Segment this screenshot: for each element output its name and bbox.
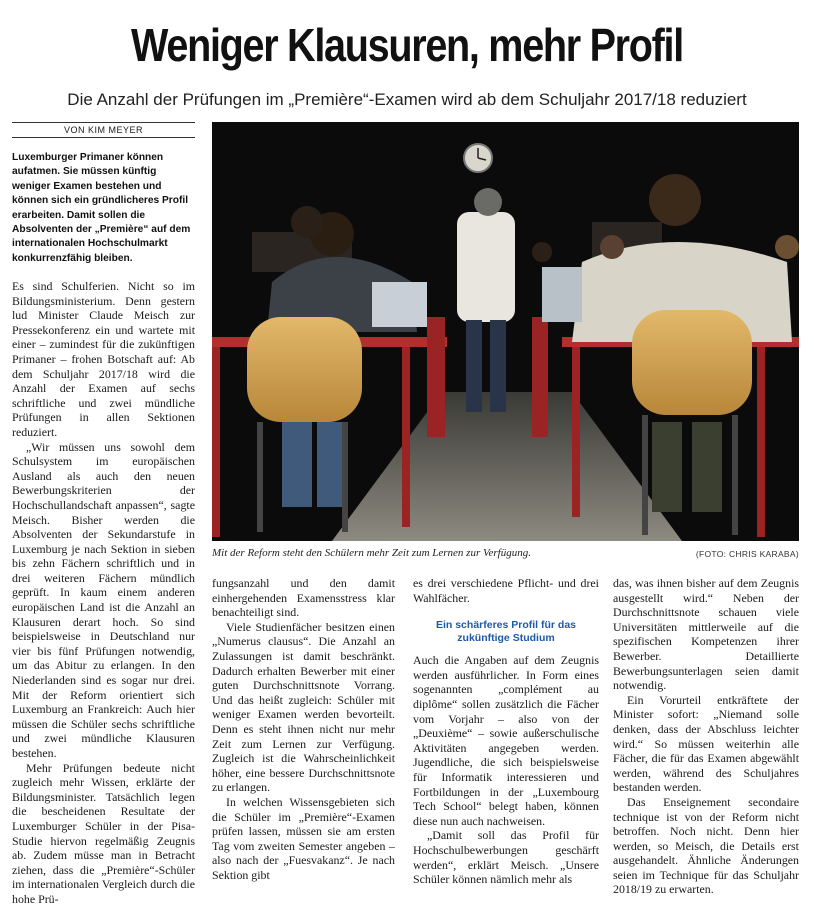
paragraph: Auch die Angaben auf dem Zeugnis werden ausführlicher. In Form eines sogenannten „complément au diplôme“ sollen zusätzlich die Fächer vom Vorjahr – also von der „Deuxième“ – sowie außerschulische Aktivitäten angegeben werden. Jugendliche, die sich beispielsweise für Informatik interessieren und Fortbildungen in der „Luxembourg Tech School“ belegt haben, können diese nun auch nachweisen. — [413, 653, 599, 828]
byline: VON KIM MEYER — [12, 122, 195, 138]
article-column-3 — [413, 576, 599, 887]
article-subheadline: Die Anzahl der Prüfungen im „Première“-Examen wird ab dem Schuljahr 2017/18 reduziert — [67, 90, 747, 109]
section-subhead: Ein schärferes Profil für das zukünftige Studium — [435, 619, 577, 645]
article-lead: Luxemburger Primaner können aufatmen. Sie müssen künftig weniger Examen bestehen und können sich ein gründlicheres Profil erarbeiten. Damit sollen die Absolventen der „Première“ auf dem internationalen Hochschulmarkt konkurrenzfähig bleiben. — [12, 152, 191, 264]
paragraph: In welchen Wissensgebieten sich die Schüler im „Première“-Examen prüfen lassen, müssen sie am ersten Tag vom zweiten Semester angeben – also nach der „Fuesvakanz“. Je nach Sektion gibt — [212, 794, 395, 882]
photo-caption: Mit der Reform steht den Schülern mehr Zeit zum Lernen zur Verfügung. — [212, 547, 531, 559]
paragraph: Mehr Prüfungen bedeute nicht zugleich mehr Wissen, erklärte der Bildungsminister. Tatsächlich legen die bescheidenen Resultate der Luxemburger Schüler in der Pisa-Studie hiervon regelmäßig Zeugnis ab. Zudem müsse man in Betracht ziehen, dass die „Première“-Schüler im internationalen Vergleich durch die hohe Prü- — [12, 760, 195, 906]
article-column-4 — [613, 576, 799, 897]
paragraph: „Wir müssen uns sowohl dem Schulsystem im europäischen Ausland als auch den neuen Bewerbungskriterien der Hochschullandschaft anpassen“, sagte Meisch. Bisher werden die Absolventen der Sekundarstufe in Luxemburg je nach Sektion in sieben bis zehn Fächern schriftlich und in drei weiteren Fächern mündlich geprüft. In kaum einem anderen europäischen Land ist die Anzahl an Klausuren derart hoch. So sind beispielsweise in Deutschland nur vier bis fünf Prüfungen notwendig, um das Abitur zu erlangen. In den Niederlanden sind es sogar nur drei. Mit der Reform orientiert sich Luxemburg an Frankreich: Auch hier müssen die Schüler sechs schriftliche und zwei mündliche Klausuren bestehen. — [12, 439, 195, 760]
photo-credit: (FOTO: CHRIS KARABA) — [695, 549, 799, 559]
article-headline: Weniger Klausuren, mehr Profil — [131, 19, 683, 71]
article-column-1 — [12, 279, 195, 906]
paragraph: das, was ihnen bisher auf dem Zeugnis ausgestellt wird.“ Neben der Durchschnittsnote schauen viele Universitäten mittlerweile auf die spezifischen Kompetenzen ihrer Bewerber. Detaillierte Bewerbungsunterlagen seien damit notwendig. — [613, 576, 799, 693]
article-column-2 — [212, 576, 395, 882]
article-photo — [212, 122, 799, 541]
paragraph: Das Enseignement secondaire technique ist von der Reform nicht betroffen. Noch nicht. Denn hier werden, so Meisch, die Details erst ausgehandelt. Ähnliche Änderungen seien im Technique für das Schuljahr 2018/19 zu erwarten. — [613, 794, 799, 897]
paragraph: Ein Vorurteil entkräftete der Minister sofort: „Niemand solle denken, dass der Abschluss leichter wird.“ So müssen weiterhin alle Fächer, die für das Examen abgewählt werden, während des Schuljahres bestanden werden. — [613, 692, 799, 795]
paragraph: Viele Studienfächer besitzen einen „Numerus clausus“. Die Anzahl an Zulassungen ist damit beschränkt. Dadurch erhalten Bewerber mit einer guten Durchschnittsnote Vorrang. Und das heißt zugleich: Schüler mit weniger Examen werden bevorteilt. Denn es steht ihnen nicht nur mehr Zeit zum Lernen zur Verfügung. Zugleich ist die Wahrscheinlichkeit höher, eine bessere Durchschnittsnote zu erlangen. — [212, 619, 395, 795]
exam-hall-photo — [212, 122, 799, 541]
paragraph: fungsanzahl und den damit einhergehenden Examensstress klar benachteiligt sind. — [212, 576, 395, 620]
paragraph: „Damit soll das Profil für Hochschulbewerbungen geschärft werden“, erklärt Meisch. „Unsere Schüler können nämlich mehr als — [413, 828, 599, 887]
paragraph: es drei verschiedene Pflicht- und drei Wahlfächer. — [413, 576, 599, 605]
paragraph: Es sind Schulferien. Nicht so im Bildungsministerium. Denn gestern lud Minister Claude Meisch zur Pressekonferenz ein und wartete mit einer – zumindest für die zukünftigen Primaner – frohen Botschaft auf: Ab dem Schuljahr 2017/18 wird die Anzahl der Examen auf sechs schriftliche und zwei mündliche Prüfungen in allen Sektionen reduziert. — [12, 279, 195, 439]
